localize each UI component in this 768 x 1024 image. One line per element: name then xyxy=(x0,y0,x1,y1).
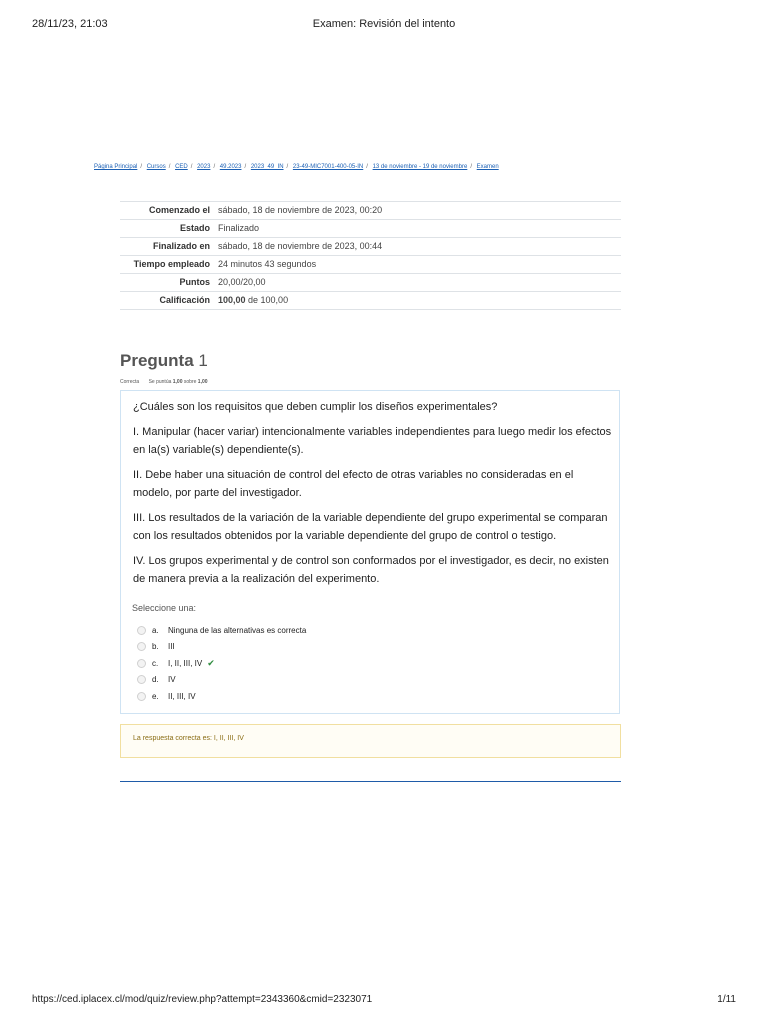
print-page-number: 1/11 xyxy=(717,994,736,1005)
statement-iii: III. Los resultados de la variación de la variable dependiente del grupo experimental se comparan con los resultados obtenidos por la variable dependiente del grupo de control o testigo. xyxy=(133,512,608,542)
radio-button[interactable] xyxy=(137,642,146,651)
question-title-word: Pregunta xyxy=(120,351,194,370)
summary-row-points xyxy=(120,274,621,292)
answer-option-e[interactable] xyxy=(137,688,306,705)
question-content-box xyxy=(120,390,620,714)
feedback-text: La respuesta correcta es: I, II, III, IV xyxy=(133,735,244,742)
summary-value: Finalizado xyxy=(214,220,621,238)
grade-mid: sobre xyxy=(182,379,198,385)
breadcrumb-courses[interactable]: Cursos xyxy=(146,164,166,170)
answer-option-b[interactable] xyxy=(137,639,306,656)
summary-row-time xyxy=(120,256,621,274)
print-page-title: Examen: Revisión del intento xyxy=(312,18,456,30)
radio-button[interactable] xyxy=(137,675,146,684)
question-grade xyxy=(149,379,208,385)
summary-value: 20,00/20,00 xyxy=(214,274,621,292)
radio-button[interactable] xyxy=(137,626,146,635)
grade-prefix: Se puntúa xyxy=(148,379,173,385)
question-number: 1 xyxy=(198,351,208,370)
answer-letter: b. xyxy=(152,642,159,652)
statement-i: I. Manipular (hacer variar) intencionalmente variables independientes para luego medir los efectos en la(s) variable(s) dependiente(s). xyxy=(133,426,612,456)
print-url: https://ced.iplacex.cl/mod/quiz/review.php?attempt=2343360&cmid=2323071 xyxy=(32,994,373,1005)
correct-check-icon: ✔ xyxy=(207,657,215,668)
question-state: Correcta xyxy=(120,379,140,385)
breadcrumb-home[interactable]: Página Principal xyxy=(94,164,138,170)
radio-button[interactable] xyxy=(137,692,146,701)
summary-label: Estado xyxy=(120,220,214,238)
answer-text: Ninguna de las alternativas es correcta xyxy=(168,625,307,635)
section-divider xyxy=(120,781,621,782)
summary-value: sábado, 18 de noviembre de 2023, 00:20 xyxy=(214,202,621,220)
statement-ii: II. Debe haber una situación de control del efecto de otras variables no consideradas en el modelo, por parte del investigador. xyxy=(133,469,574,499)
breadcrumb-year[interactable]: 2023 xyxy=(197,164,211,170)
print-header xyxy=(32,18,736,32)
question-stem: ¿Cuáles son los requisitos que deben cumplir los diseños experimentales? xyxy=(133,401,498,413)
breadcrumb-period[interactable]: 49.2023 xyxy=(219,164,242,170)
answer-option-a[interactable] xyxy=(137,622,306,639)
summary-label: Tiempo empleado xyxy=(120,256,214,274)
answer-list xyxy=(137,622,306,705)
radio-button[interactable] xyxy=(137,659,146,668)
question-info xyxy=(120,379,208,385)
summary-label: Finalizado en xyxy=(120,238,214,256)
summary-value: 24 minutos 43 segundos xyxy=(214,256,621,274)
summary-value: sábado, 18 de noviembre de 2023, 00:44 xyxy=(214,238,621,256)
grade-score: 1,00 xyxy=(172,379,183,385)
question-text xyxy=(133,398,613,595)
summary-value xyxy=(214,292,621,310)
summary-row-started xyxy=(120,202,621,220)
print-datetime: 28/11/23, 21:03 xyxy=(32,18,108,30)
breadcrumb: Página Principal / Cursos / CED / 2023 / 49.2023 / 2023_49_IN / 23-49-MIC7001-400-05-IN / 13 de noviembre - 19 de noviembre / Examen xyxy=(94,164,499,170)
breadcrumb-program[interactable]: 2023_49_IN xyxy=(250,164,284,170)
attempt-summary-table xyxy=(120,201,621,310)
answer-text: IV xyxy=(168,675,176,685)
breadcrumb-course[interactable]: 23-49-MIC7001-400-05-IN xyxy=(292,164,364,170)
answer-letter: a. xyxy=(152,625,159,635)
summary-row-state xyxy=(120,220,621,238)
answer-letter: e. xyxy=(152,691,159,701)
answer-option-c[interactable] xyxy=(137,655,306,672)
answer-prompt: Seleccione una: xyxy=(132,603,197,613)
answer-option-d[interactable] xyxy=(137,672,306,689)
correct-answer-feedback xyxy=(120,724,621,758)
statement-iv: IV. Los grupos experimental y de control son conformados por el investigador, es decir, no existen de manera previa a la realización del experimento. xyxy=(133,555,609,585)
breadcrumb-week[interactable]: 13 de noviembre - 19 de noviembre xyxy=(372,164,468,170)
breadcrumb-exam[interactable]: Examen xyxy=(476,164,499,170)
answer-letter: d. xyxy=(152,675,159,685)
summary-label: Comenzado el xyxy=(120,202,214,220)
grade-max-score: 1,00 xyxy=(197,379,208,385)
breadcrumb-ced[interactable]: CED xyxy=(175,164,188,170)
summary-label: Puntos xyxy=(120,274,214,292)
answer-text: I, II, III, IV xyxy=(168,658,203,668)
summary-row-finished xyxy=(120,238,621,256)
answer-letter: c. xyxy=(152,658,159,668)
grade-max: de 100,00 xyxy=(245,295,289,305)
answer-text: II, III, IV xyxy=(168,691,196,701)
summary-row-grade xyxy=(120,292,621,310)
answer-text: III xyxy=(168,642,175,652)
question-title xyxy=(120,351,208,371)
summary-label: Calificación xyxy=(120,292,214,310)
grade-value: 100,00 xyxy=(218,295,246,305)
